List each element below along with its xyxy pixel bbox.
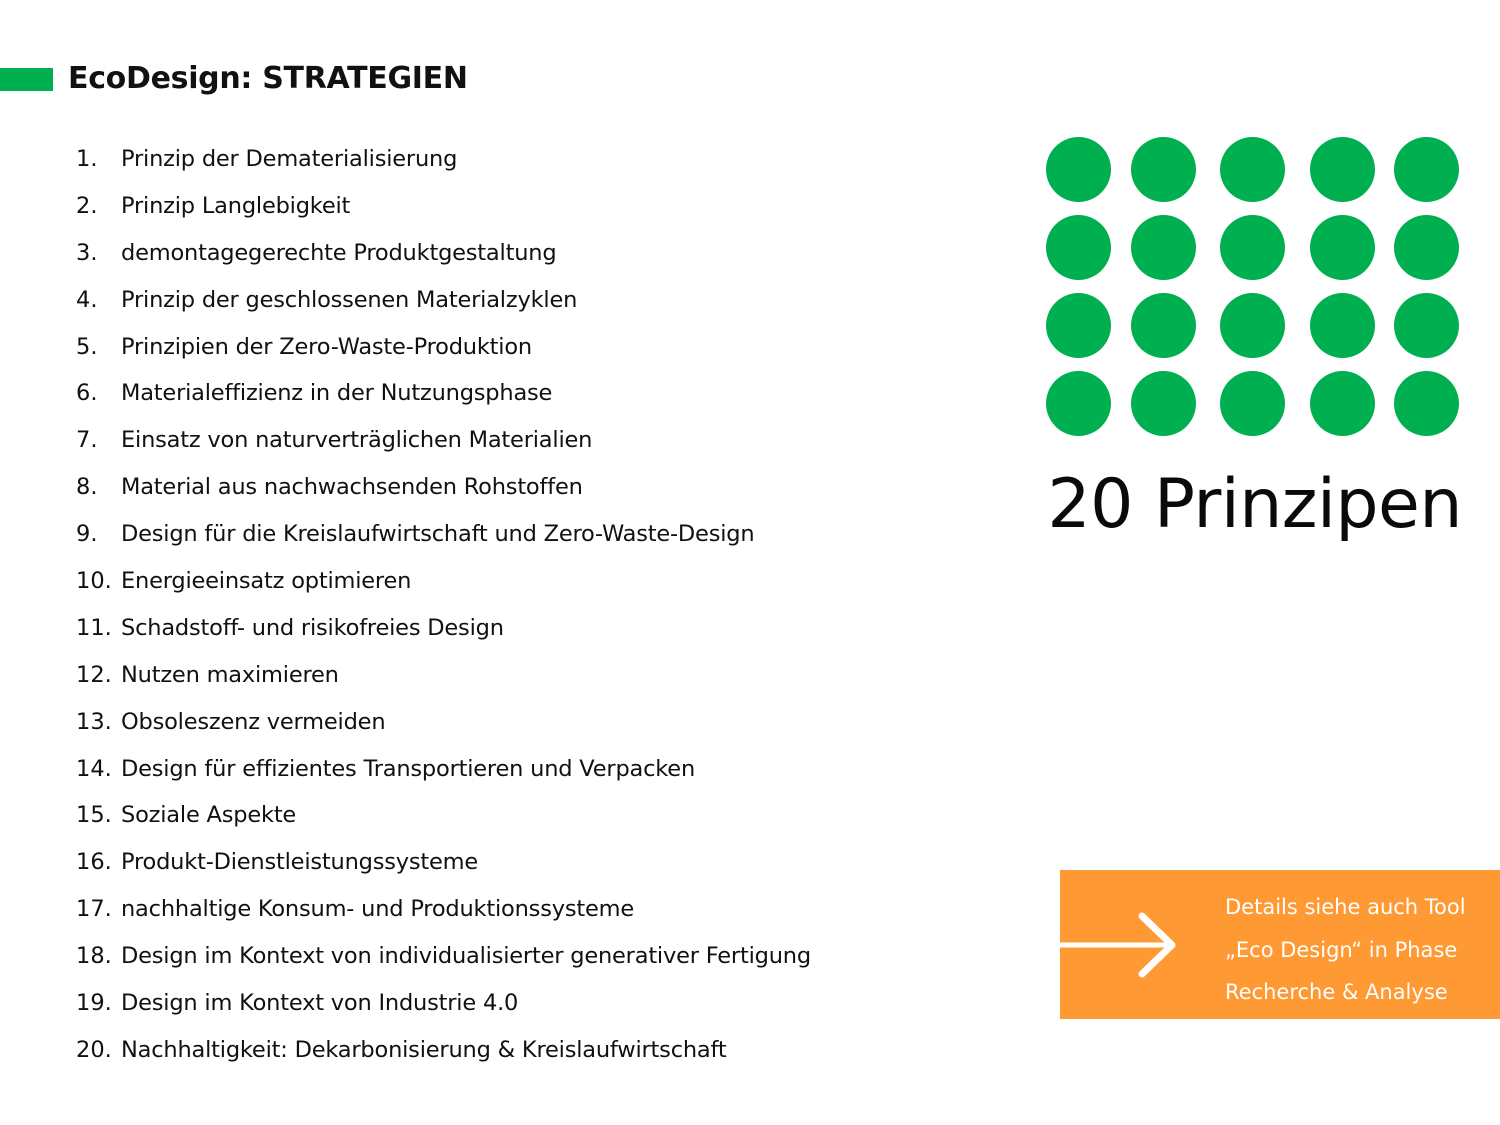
principle-dot [1394, 137, 1459, 202]
principle-label: Design für effizientes Transportieren und Verpacken [121, 755, 696, 782]
principle-label: Prinzip der Dematerialisierung [121, 146, 458, 172]
principle-label: Material aus nachwachsenden Rohstoffen [121, 474, 583, 501]
principle-dot [1131, 137, 1196, 202]
principle-number: 3. [76, 239, 98, 266]
principle-label: Produkt-Dienstleistungssysteme [121, 849, 479, 876]
principle-number: 17. [76, 896, 112, 923]
principle-number: 6. [76, 380, 98, 407]
principle-label: Nachhaltigkeit: Dekarbonisierung & Kreislaufwirtschaft [121, 1036, 727, 1063]
principle-dot [1046, 371, 1111, 436]
principle-dot [1220, 293, 1285, 358]
principle-label: Design im Kontext von Industrie 4.0 [121, 990, 519, 1017]
tool-reference-text [1225, 886, 1466, 1014]
principle-label: Design im Kontext von individualisierter generativer Fertigung [121, 943, 811, 970]
principle-label: Energieeinsatz optimieren [121, 568, 412, 595]
principle-dot [1394, 215, 1459, 280]
principle-number: 9. [76, 521, 98, 548]
principle-label: Design für die Kreislaufwirtschaft und Zero-Waste-Design [121, 521, 755, 548]
principle-dot [1046, 293, 1111, 358]
principle-dot [1131, 371, 1196, 436]
principle-number: 7. [76, 427, 98, 454]
arrow-right-icon [1060, 870, 1200, 1019]
principle-number: 16. [76, 849, 112, 876]
principle-label: Prinzip der geschlossenen Materialzyklen [121, 286, 578, 313]
principle-label: Prinzip Langlebigkeit [121, 192, 351, 219]
principle-number: 18. [76, 943, 112, 970]
principle-dot [1310, 293, 1375, 358]
principle-dot [1220, 215, 1285, 280]
principle-dot [1310, 215, 1375, 280]
principle-label: Nutzen maximieren [121, 661, 339, 688]
principle-dot [1394, 371, 1459, 436]
principle-label: Materialeffizienz in der Nutzungsphase [121, 380, 553, 407]
principle-dot [1220, 137, 1285, 202]
title-accent-bar [0, 68, 53, 91]
principle-dot [1046, 215, 1111, 280]
principle-label: demontagegerechte Produktgestaltung [121, 239, 557, 266]
principle-label: Obsoleszenz vermeiden [121, 708, 386, 735]
principle-label: Soziale Aspekte [121, 802, 297, 829]
principle-number: 13. [76, 708, 112, 735]
principle-dot [1310, 137, 1375, 202]
principle-label: nachhaltige Konsum- und Produktionssysteme [121, 896, 634, 923]
principle-dot [1310, 371, 1375, 436]
principle-dot [1394, 293, 1459, 358]
principle-number: 19. [76, 990, 112, 1017]
tool-reference-line: Recherche & Analyse [1225, 980, 1448, 1004]
principle-label: Prinzipien der Zero-Waste-Produktion [121, 333, 532, 360]
principle-number: 14. [76, 755, 112, 782]
principle-number: 8. [76, 474, 98, 501]
page-title: EcoDesign: STRATEGIEN [68, 61, 468, 96]
tool-reference-box[interactable] [1060, 870, 1500, 1019]
principle-number: 11. [76, 614, 112, 641]
principle-number: 1. [76, 146, 98, 172]
principles-count-label: 20 Prinzipen [1047, 465, 1462, 544]
principle-number: 10. [76, 568, 112, 595]
principle-number: 20. [76, 1036, 112, 1063]
principle-dot [1220, 371, 1285, 436]
principle-number: 2. [76, 192, 98, 219]
principle-number: 5. [76, 333, 98, 360]
principle-number: 15. [76, 802, 112, 829]
principle-dot [1131, 293, 1196, 358]
principle-label: Einsatz von naturverträglichen Materialien [121, 427, 593, 454]
principle-number: 12. [76, 661, 112, 688]
principle-number: 4. [76, 286, 98, 313]
tool-reference-line: „Eco Design“ in Phase [1225, 937, 1458, 962]
principle-dot [1131, 215, 1196, 280]
tool-reference-line: Details siehe auch Tool [1225, 895, 1466, 919]
principles-dot-grid [1046, 137, 1460, 437]
principle-dot [1046, 137, 1111, 202]
principle-label: Schadstoff- und risikofreies Design [121, 614, 504, 641]
